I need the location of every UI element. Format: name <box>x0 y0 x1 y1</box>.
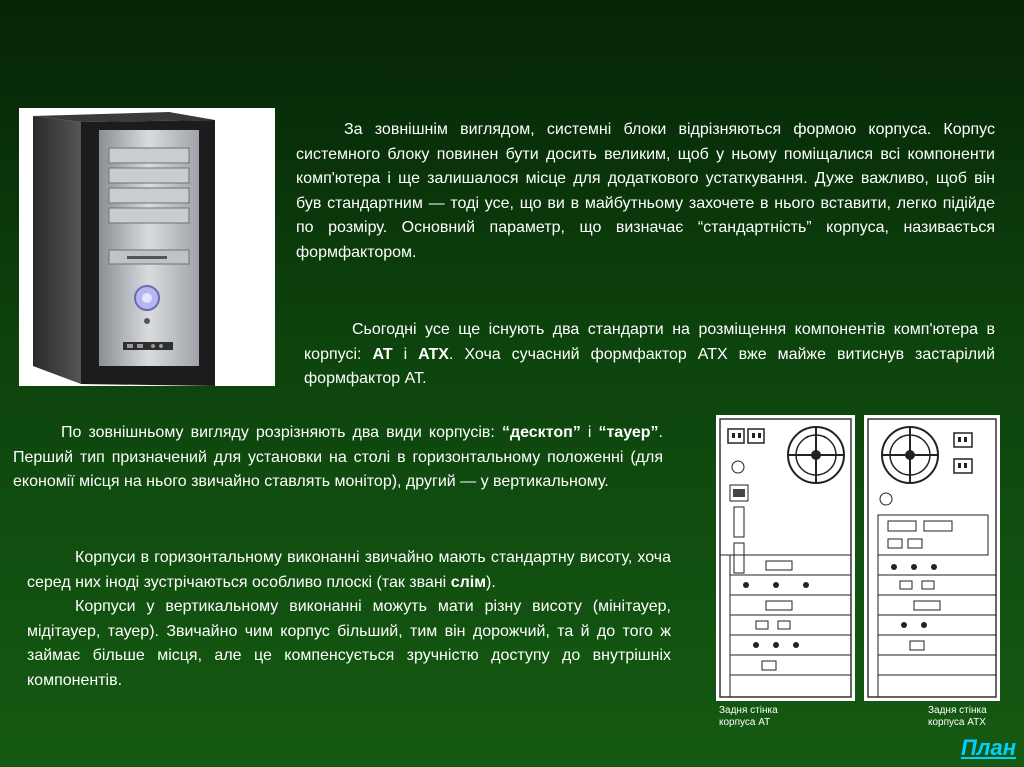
standards-text-b: . Хоча сучасний формфактор ATX вже майже витиснув застарілий формфактор AT. <box>304 345 996 387</box>
types-text-b: . Перший тип призначений для установки на столі в горизонтальному положенні (для економії місця на нього звичайно ставлять монітор), другий — у вертикальному. <box>13 424 663 490</box>
slim-term: слім <box>450 573 487 591</box>
horizontal-vertical-paragraphs <box>27 546 671 693</box>
tower-term: “тауер” <box>598 424 659 441</box>
pc-case-photo <box>19 108 275 386</box>
desktop-term: “десктоп” <box>501 424 581 441</box>
standards-and: і <box>392 345 419 363</box>
types-text-a: По зовнішньому вигляду розрізняють два види корпусів: <box>61 424 502 441</box>
at-term: AT <box>372 345 393 363</box>
standards-paragraph <box>304 318 995 392</box>
types-and: і <box>580 424 599 441</box>
at-back-panel-diagram <box>716 415 855 701</box>
horizontal-text-a: Корпуси в горизонтальному виконанні звичайно мають стандартну висоту, хоча серед них іноді зустрічаються особливо плоскі (так звані <box>27 549 671 591</box>
atx-caption: Задня стінка корпуса АТХ <box>928 705 987 728</box>
vertical-paragraph: Корпуси у вертикальному виконанні можуть мати різну висоту (мінітауер, мідітауер, тауер). Звичайно чим корпус більший, тим він дорожчий, та й до того ж займає більше місця, але це компенсується зручністю доступу до внутрішніх компонентів. <box>27 598 671 689</box>
horizontal-text-b: ). <box>486 573 496 591</box>
atx-term: ATX <box>418 345 449 363</box>
standards-text-a: Сьогодні усе ще існують два стандарти на розміщення компонентів комп'ютера в корпусі: <box>304 321 995 363</box>
case-form-paragraph: За зовнішнім виглядом, системні блоки відрізняються формою корпуса. Корпус системного блоку повинен бути досить великим, щоб у ньому поміщалися всі компоненти комп'ютера і ще залишалося місце для додаткового устаткування. Дуже важливо, щоб він був стандартним — тоді усе, що ви в майбутньому захочете в нього вставити, легко підійде по розміру. Основний параметр, що визначає “стандартність” корпуса, називається формфактором. <box>296 121 995 261</box>
atx-back-panel-diagram <box>864 415 1000 701</box>
case-types-paragraph <box>13 421 663 495</box>
plan-link[interactable]: План <box>960 735 1016 760</box>
at-caption: Задня стінка корпуса АТ <box>719 705 778 728</box>
